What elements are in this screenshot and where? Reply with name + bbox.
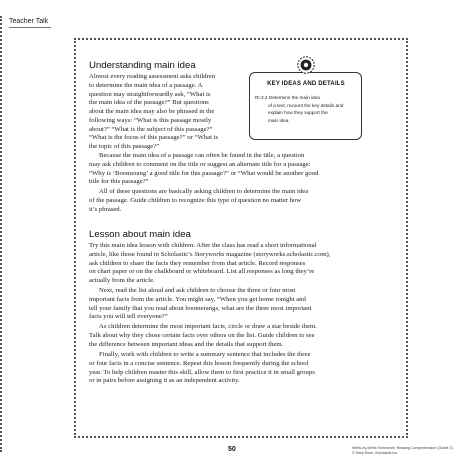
standard-line: main idea.	[268, 117, 290, 123]
section2-paragraph-2	[89, 287, 311, 322]
key-ideas-standard	[255, 94, 343, 124]
text-line: Finally, work with children to write a summary sentence that includes the three	[99, 351, 311, 358]
credit-line: © Mary Rose, Scholastic Inc.	[352, 451, 399, 455]
text-line: Because the main idea of a passage can often be found in the title, a question	[99, 152, 305, 159]
text-line: All of these questions are basically asking children to determine the main idea	[99, 188, 309, 195]
text-line: may ask children to comment on the title or suggest an alternate title for a passage:	[89, 160, 311, 168]
text-line: title for this passage?”	[89, 178, 149, 186]
text-line: Talk about why they chose certain facts over others on the list. Guide children to see	[89, 331, 315, 339]
key-ideas-gear-icon	[297, 56, 315, 74]
section1-paragraph-2	[89, 152, 318, 187]
credit-line: Week-by-Week Homework: Reading Comprehension (Grade 3)	[352, 446, 453, 450]
text-line: Next, read the list aloud and ask children to choose the three or four most	[99, 287, 296, 294]
text-line: to determine the main idea of a passage. A	[89, 81, 203, 89]
text-line: about?” “What is the subject of this passage?”	[89, 125, 213, 133]
text-line: As children determine the most important facts, circle or draw a star beside them.	[99, 323, 317, 330]
text-line: “What is the focus of this passage?” or “What is	[89, 134, 219, 142]
section2-paragraph-1	[89, 242, 330, 286]
text-line: on chart paper or on the chalkboard or whiteboard. List all responses as long they’re	[89, 268, 315, 276]
header-rule	[9, 27, 51, 28]
text-line: Try this main idea lesson with children: After the class has read a short informational	[89, 242, 317, 249]
text-line: “Why is ‘Boomerang’ a good title for this passage?” or “What would be another good	[89, 169, 319, 177]
section1-paragraph-3	[89, 188, 308, 214]
text-line: or four facts in a concise sentence. Repeat this lesson frequently during the school	[89, 359, 309, 367]
text-line: important facts from the article. You might say, “When you get home tonight and	[89, 295, 306, 303]
text-line: Almost every reading assessment asks children	[89, 73, 216, 80]
header-label: Teacher Talk	[9, 18, 49, 25]
text-line: facts you will tell everyone?”	[89, 313, 168, 321]
section2-paragraph-3	[89, 323, 317, 349]
text-line: the main idea of the passage?” But questions	[89, 99, 209, 107]
standard-line: RI.3.2 Determine the main idea	[255, 95, 320, 100]
text-line: actually from the article.	[89, 277, 155, 284]
standard-line: explain how they support the	[268, 110, 328, 116]
text-line: of the passage. Guide children to recognize this type of question no matter how	[89, 196, 302, 204]
footer-credit	[352, 446, 453, 456]
page-number: 50	[228, 446, 236, 453]
text-line: following ways: “What is this passage mostly	[89, 116, 212, 124]
section-heading-lesson: Lesson about main idea	[89, 229, 191, 240]
text-line: about the main idea may also be phrased in the	[89, 108, 215, 115]
magazine-title: Storyworks	[194, 250, 225, 258]
text-line: tell your family that you read about boomerangs, what are the three most important	[89, 304, 312, 312]
binding-dotted-line	[0, 16, 2, 452]
text-line: question may straightforwardly ask, “What is	[89, 90, 211, 98]
text-line: or in pairs before assigning it as an independent activity.	[89, 377, 240, 385]
standard-line: of a text; recount the key details and	[268, 102, 344, 108]
section1-paragraph-1	[89, 73, 218, 152]
text-line: article, like those found in Scholastic’s Storyworks magazine (storyworks.scholastic.com),	[89, 250, 331, 258]
text-line: the difference between important ideas and the details that support them.	[89, 340, 284, 348]
text-line: the topic of this passage?”	[89, 143, 160, 150]
key-ideas-title: KEY IDEAS AND DETAILS	[267, 81, 345, 87]
text-line: it’s phrased.	[89, 205, 122, 213]
section2-paragraph-4	[89, 351, 315, 386]
text-line: year. To help children master this skill, allow them to first practice it in small groups	[89, 368, 315, 376]
section-heading-understanding: Understanding main idea	[89, 60, 196, 71]
text-line: ask children to share the facts they remember from that article. Record responses	[89, 259, 306, 267]
